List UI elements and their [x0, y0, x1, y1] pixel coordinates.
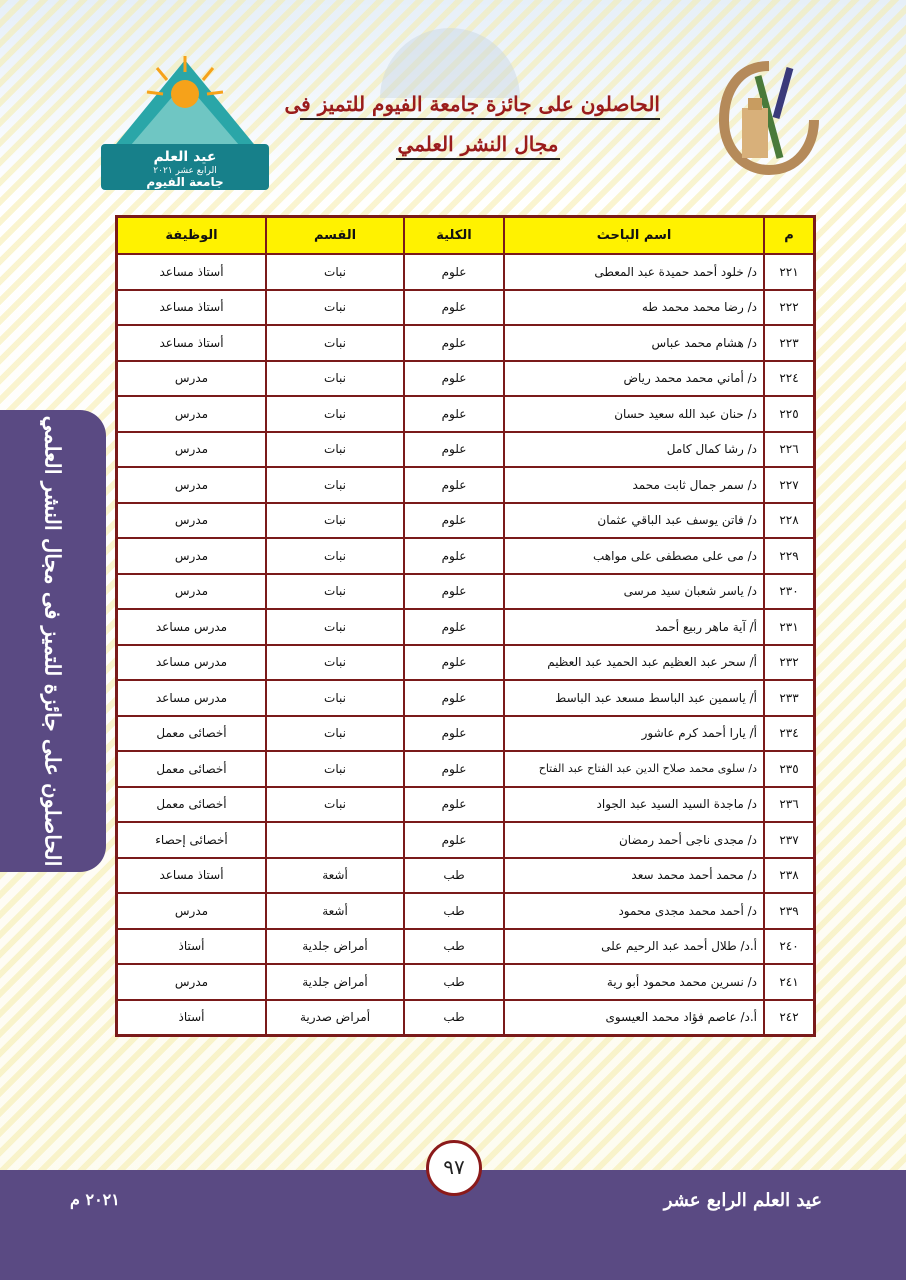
logo-text-1: عيد العلم: [153, 149, 217, 165]
header-job: الوظيفة: [117, 217, 267, 255]
cell-job: أستاذ: [117, 1000, 267, 1036]
cell-name: د/ أماني محمد محمد رياض: [504, 361, 764, 397]
page-title-line-2: مجال النشر العلمي: [396, 132, 560, 160]
cell-job: أستاذ مساعد: [117, 325, 267, 361]
cell-name: أ/ آية ماهر ربيع أحمد: [504, 609, 764, 645]
dome-background: [380, 28, 520, 98]
cell-num: ٢٢٦: [764, 432, 815, 468]
cell-dept: نبات: [266, 361, 404, 397]
footer-event-title: عيد العلم الرابع عشر: [663, 1190, 822, 1211]
table-row: [117, 574, 815, 610]
cell-job: أستاذ مساعد: [117, 858, 267, 894]
cell-num: ٢٣٩: [764, 893, 815, 929]
cell-faculty: علوم: [404, 787, 504, 823]
table-row: [117, 893, 815, 929]
cell-job: مدرس: [117, 574, 267, 610]
cell-dept: نبات: [266, 325, 404, 361]
cell-faculty: طب: [404, 1000, 504, 1036]
cell-faculty: علوم: [404, 290, 504, 326]
cell-num: ٢٤١: [764, 964, 815, 1000]
page-title-line-1: الحاصلون على جائزة جامعة الفيوم للتميز فى: [300, 92, 660, 120]
cell-num: ٢٣٤: [764, 716, 815, 752]
cell-name: د/ ماجدة السيد السيد عبد الجواد: [504, 787, 764, 823]
cell-dept: نبات: [266, 680, 404, 716]
cell-faculty: علوم: [404, 467, 504, 503]
cell-num: ٢٢٤: [764, 361, 815, 397]
table-row: [117, 787, 815, 823]
cell-job: أخصائى معمل: [117, 716, 267, 752]
cell-dept: نبات: [266, 645, 404, 681]
cell-faculty: علوم: [404, 432, 504, 468]
cell-name: أ/ سحر عبد العظيم عبد الحميد عبد العظيم: [504, 645, 764, 681]
cell-name: د/ مى على مصطفى على مواهب: [504, 538, 764, 574]
cell-dept: نبات: [266, 716, 404, 752]
cell-job: مدرس مساعد: [117, 609, 267, 645]
cell-name: د/ مجدى ناجى أحمد رمضان: [504, 822, 764, 858]
table-row: [117, 432, 815, 468]
cell-name: أ/ ياسمين عبد الباسط مسعد عبد الباسط: [504, 680, 764, 716]
header-faculty: الكلية: [404, 217, 504, 255]
cell-name: د/ حنان عبد الله سعيد حسان: [504, 396, 764, 432]
logo-text-2: الرابع عشر ٢٠٢١: [153, 166, 217, 176]
header-dept: القسم: [266, 217, 404, 255]
cell-name: د/ هشام محمد عباس: [504, 325, 764, 361]
cell-faculty: علوم: [404, 680, 504, 716]
cell-faculty: علوم: [404, 325, 504, 361]
cell-name: د/ محمد أحمد محمد سعد: [504, 858, 764, 894]
cell-dept: نبات: [266, 538, 404, 574]
table-row: [117, 929, 815, 965]
cell-job: أخصائى معمل: [117, 787, 267, 823]
cell-num: ٢٢٧: [764, 467, 815, 503]
cell-faculty: طب: [404, 858, 504, 894]
cell-job: مدرس: [117, 964, 267, 1000]
header-num: م: [764, 217, 815, 255]
cell-faculty: علوم: [404, 361, 504, 397]
cell-job: مدرس مساعد: [117, 645, 267, 681]
awardees-table: [115, 215, 816, 1037]
cell-num: ٢٣٥: [764, 751, 815, 787]
cell-num: ٢٤٠: [764, 929, 815, 965]
cell-job: أستاذ مساعد: [117, 254, 267, 290]
cell-dept: نبات: [266, 787, 404, 823]
header-name: اسم الباحث: [504, 217, 764, 255]
cell-dept: نبات: [266, 467, 404, 503]
cell-faculty: علوم: [404, 822, 504, 858]
cell-num: ٢٢٣: [764, 325, 815, 361]
cell-name: د/ سلوى محمد صلاح الدين عبد الفتاح عبد الفتاح: [504, 751, 764, 787]
cell-name: د/ سمر جمال ثابت محمد: [504, 467, 764, 503]
cell-name: د/ رشا كمال كامل: [504, 432, 764, 468]
cell-job: مدرس مساعد: [117, 680, 267, 716]
cell-num: ٢٢٥: [764, 396, 815, 432]
cell-num: ٢٤٢: [764, 1000, 815, 1036]
table-row: [117, 254, 815, 290]
cell-name: د/ رضا محمد محمد طه: [504, 290, 764, 326]
cell-name: أ.د/ عاصم فؤاد محمد العيسوى: [504, 1000, 764, 1036]
table-row: [117, 396, 815, 432]
cell-dept: أشعة: [266, 858, 404, 894]
cell-num: ٢٢٨: [764, 503, 815, 539]
cell-num: ٢٢٢: [764, 290, 815, 326]
cell-faculty: علوم: [404, 574, 504, 610]
table-row: [117, 964, 815, 1000]
cell-job: مدرس: [117, 467, 267, 503]
cell-dept: نبات: [266, 574, 404, 610]
cell-dept: نبات: [266, 396, 404, 432]
cell-num: ٢٣٢: [764, 645, 815, 681]
table-row: [117, 822, 815, 858]
cell-dept: نبات: [266, 290, 404, 326]
cell-dept: نبات: [266, 609, 404, 645]
table-row: [117, 645, 815, 681]
table-row: [117, 503, 815, 539]
cell-faculty: علوم: [404, 503, 504, 539]
cell-faculty: علوم: [404, 645, 504, 681]
cell-job: مدرس: [117, 396, 267, 432]
university-celebration-logo: [95, 52, 275, 192]
cell-faculty: طب: [404, 893, 504, 929]
cell-dept: نبات: [266, 503, 404, 539]
table-row: [117, 325, 815, 361]
cell-faculty: طب: [404, 929, 504, 965]
cell-job: أستاذ مساعد: [117, 290, 267, 326]
cell-faculty: علوم: [404, 716, 504, 752]
cell-num: ٢٣٦: [764, 787, 815, 823]
cell-dept: أمراض صدرية: [266, 1000, 404, 1036]
table-row: [117, 858, 815, 894]
cell-faculty: علوم: [404, 254, 504, 290]
cell-job: مدرس: [117, 361, 267, 397]
cell-name: أ/ يارا أحمد كرم عاشور: [504, 716, 764, 752]
table-row: [117, 680, 815, 716]
cell-job: أستاذ: [117, 929, 267, 965]
cell-name: أ.د/ طلال أحمد عبد الرحيم على: [504, 929, 764, 965]
fayoum-university-emblem: [718, 58, 820, 176]
table-row: [117, 467, 815, 503]
cell-job: مدرس: [117, 432, 267, 468]
cell-dept: أشعة: [266, 893, 404, 929]
side-tab-text: الحاصلون على جائزة للتميز فى مجال النشر العلمي: [40, 415, 66, 867]
cell-name: د/ أحمد محمد مجدى محمود: [504, 893, 764, 929]
table-row: [117, 716, 815, 752]
cell-num: ٢٢٩: [764, 538, 815, 574]
table-row: [117, 751, 815, 787]
page-number-badge: ٩٧: [426, 1140, 482, 1196]
cell-job: أخصائى إحصاء: [117, 822, 267, 858]
table-row: [117, 290, 815, 326]
logo-text-3: جامعة الفيوم: [146, 175, 224, 189]
table-header-row: [117, 217, 815, 255]
table-row: [117, 538, 815, 574]
cell-dept: نبات: [266, 254, 404, 290]
cell-dept: أمراض جلدية: [266, 929, 404, 965]
cell-dept: نبات: [266, 432, 404, 468]
cell-name: د/ خلود أحمد حميدة عبد المعطى: [504, 254, 764, 290]
cell-faculty: علوم: [404, 751, 504, 787]
cell-job: مدرس: [117, 503, 267, 539]
cell-name: د/ نسرين محمد محمود أبو رية: [504, 964, 764, 1000]
cell-job: مدرس: [117, 538, 267, 574]
cell-num: ٢٣٧: [764, 822, 815, 858]
cell-dept: نبات: [266, 751, 404, 787]
cell-num: ٢٣٨: [764, 858, 815, 894]
cell-dept: [266, 822, 404, 858]
cell-num: ٢٣٠: [764, 574, 815, 610]
cell-dept: أمراض جلدية: [266, 964, 404, 1000]
cell-num: ٢٢١: [764, 254, 815, 290]
cell-num: ٢٣١: [764, 609, 815, 645]
cell-name: د/ ياسر شعبان سيد مرسى: [504, 574, 764, 610]
table-row: [117, 361, 815, 397]
page-header: [0, 0, 906, 205]
cell-job: أخصائى معمل: [117, 751, 267, 787]
cell-name: د/ فاتن يوسف عبد الباقي عثمان: [504, 503, 764, 539]
cell-job: مدرس: [117, 893, 267, 929]
cell-faculty: علوم: [404, 538, 504, 574]
table-row: [117, 609, 815, 645]
cell-faculty: طب: [404, 964, 504, 1000]
table-row: [117, 1000, 815, 1036]
footer-year: ٢٠٢١ م: [70, 1190, 120, 1209]
cell-faculty: علوم: [404, 609, 504, 645]
cell-faculty: علوم: [404, 396, 504, 432]
cell-num: ٢٣٣: [764, 680, 815, 716]
